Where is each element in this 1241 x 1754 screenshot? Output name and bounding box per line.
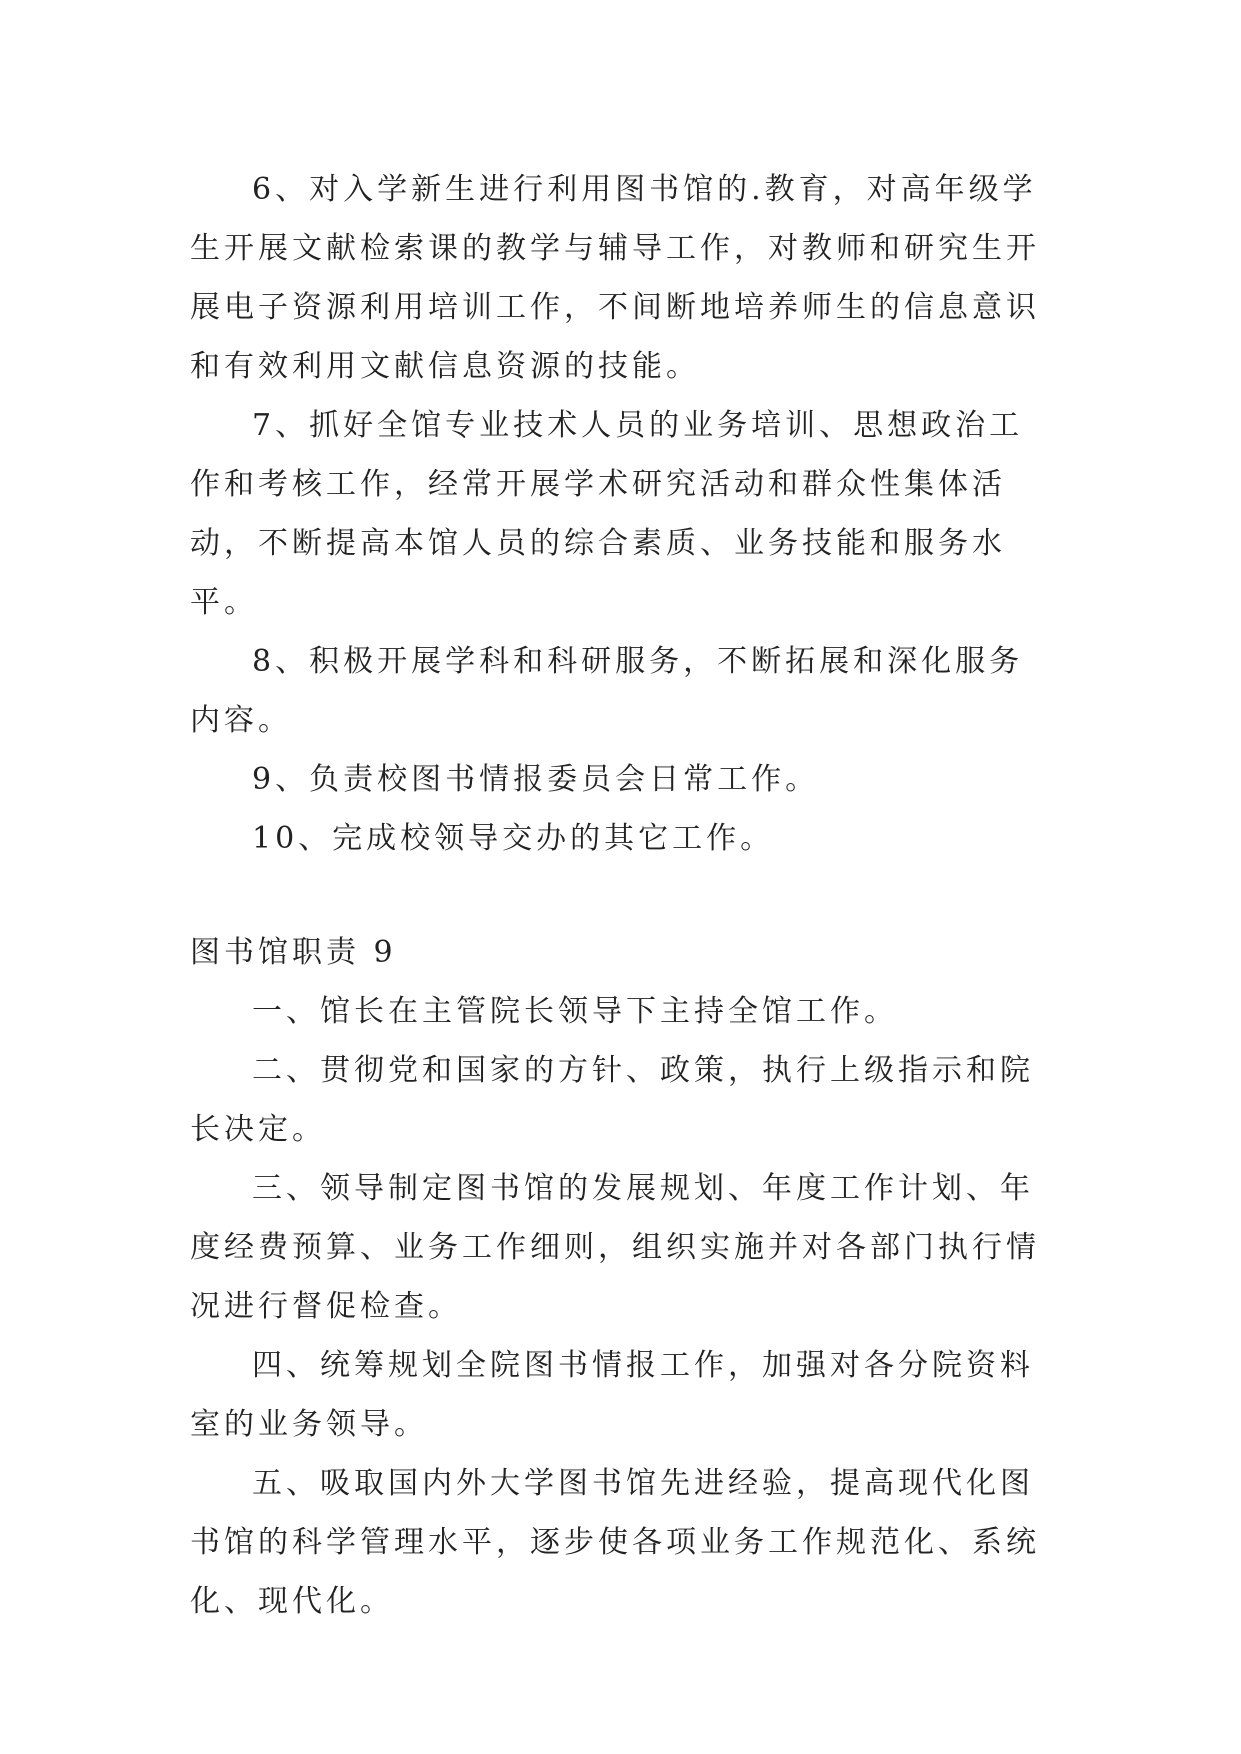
paragraph-item-8: 8、积极开展学科和科研服务，不断拓展和深化服务内容。 <box>190 644 1024 738</box>
section-heading: 图书馆职责 9 <box>190 935 397 970</box>
paragraph-item-10: 10、完成校领导交办的其它工作。 <box>252 821 775 856</box>
section-duties-continued <box>190 160 1050 868</box>
paragraph-item-7: 7、抓好全馆专业技术人员的业务培训、思想政治工作和考核工作，经常开展学术研究活动和群众性集体活动，不断提高本馆人员的综合素质、业务技能和服务水平。 <box>190 408 1024 620</box>
section-library-duties-9 <box>190 923 1050 1631</box>
paragraph-item-three: 三、领导制定图书馆的发展规划、年度工作计划、年度经费预算、业务工作细则，组织实施并对各部门执行情况进行督促检查。 <box>190 1171 1040 1324</box>
paragraph-item-6: 6、对入学新生进行利用图书馆的.教育，对高年级学生开展文献检索课的教学与辅导工作，对教师和研究生开展电子资源利用培训工作，不间断地培养师生的信息意识和有效利用文献信息资源的技能。 <box>190 172 1040 384</box>
section-spacer <box>190 868 1050 923</box>
paragraph-item-9: 9、负责校图书情报委员会日常工作。 <box>252 762 820 797</box>
document-body <box>190 160 1050 1631</box>
paragraph-item-one: 一、馆长在主管院长领导下主持全馆工作。 <box>252 994 898 1029</box>
paragraph-item-five: 五、吸取国内外大学图书馆先进经验，提高现代化图书馆的科学管理水平，逐步使各项业务工作规范化、系统化、现代化。 <box>190 1466 1040 1619</box>
paragraph-item-two: 二、贯彻党和国家的方针、政策，执行上级指示和院长决定。 <box>190 1053 1034 1147</box>
paragraph-item-four: 四、统筹规划全院图书情报工作，加强对各分院资料室的业务领导。 <box>190 1348 1034 1442</box>
